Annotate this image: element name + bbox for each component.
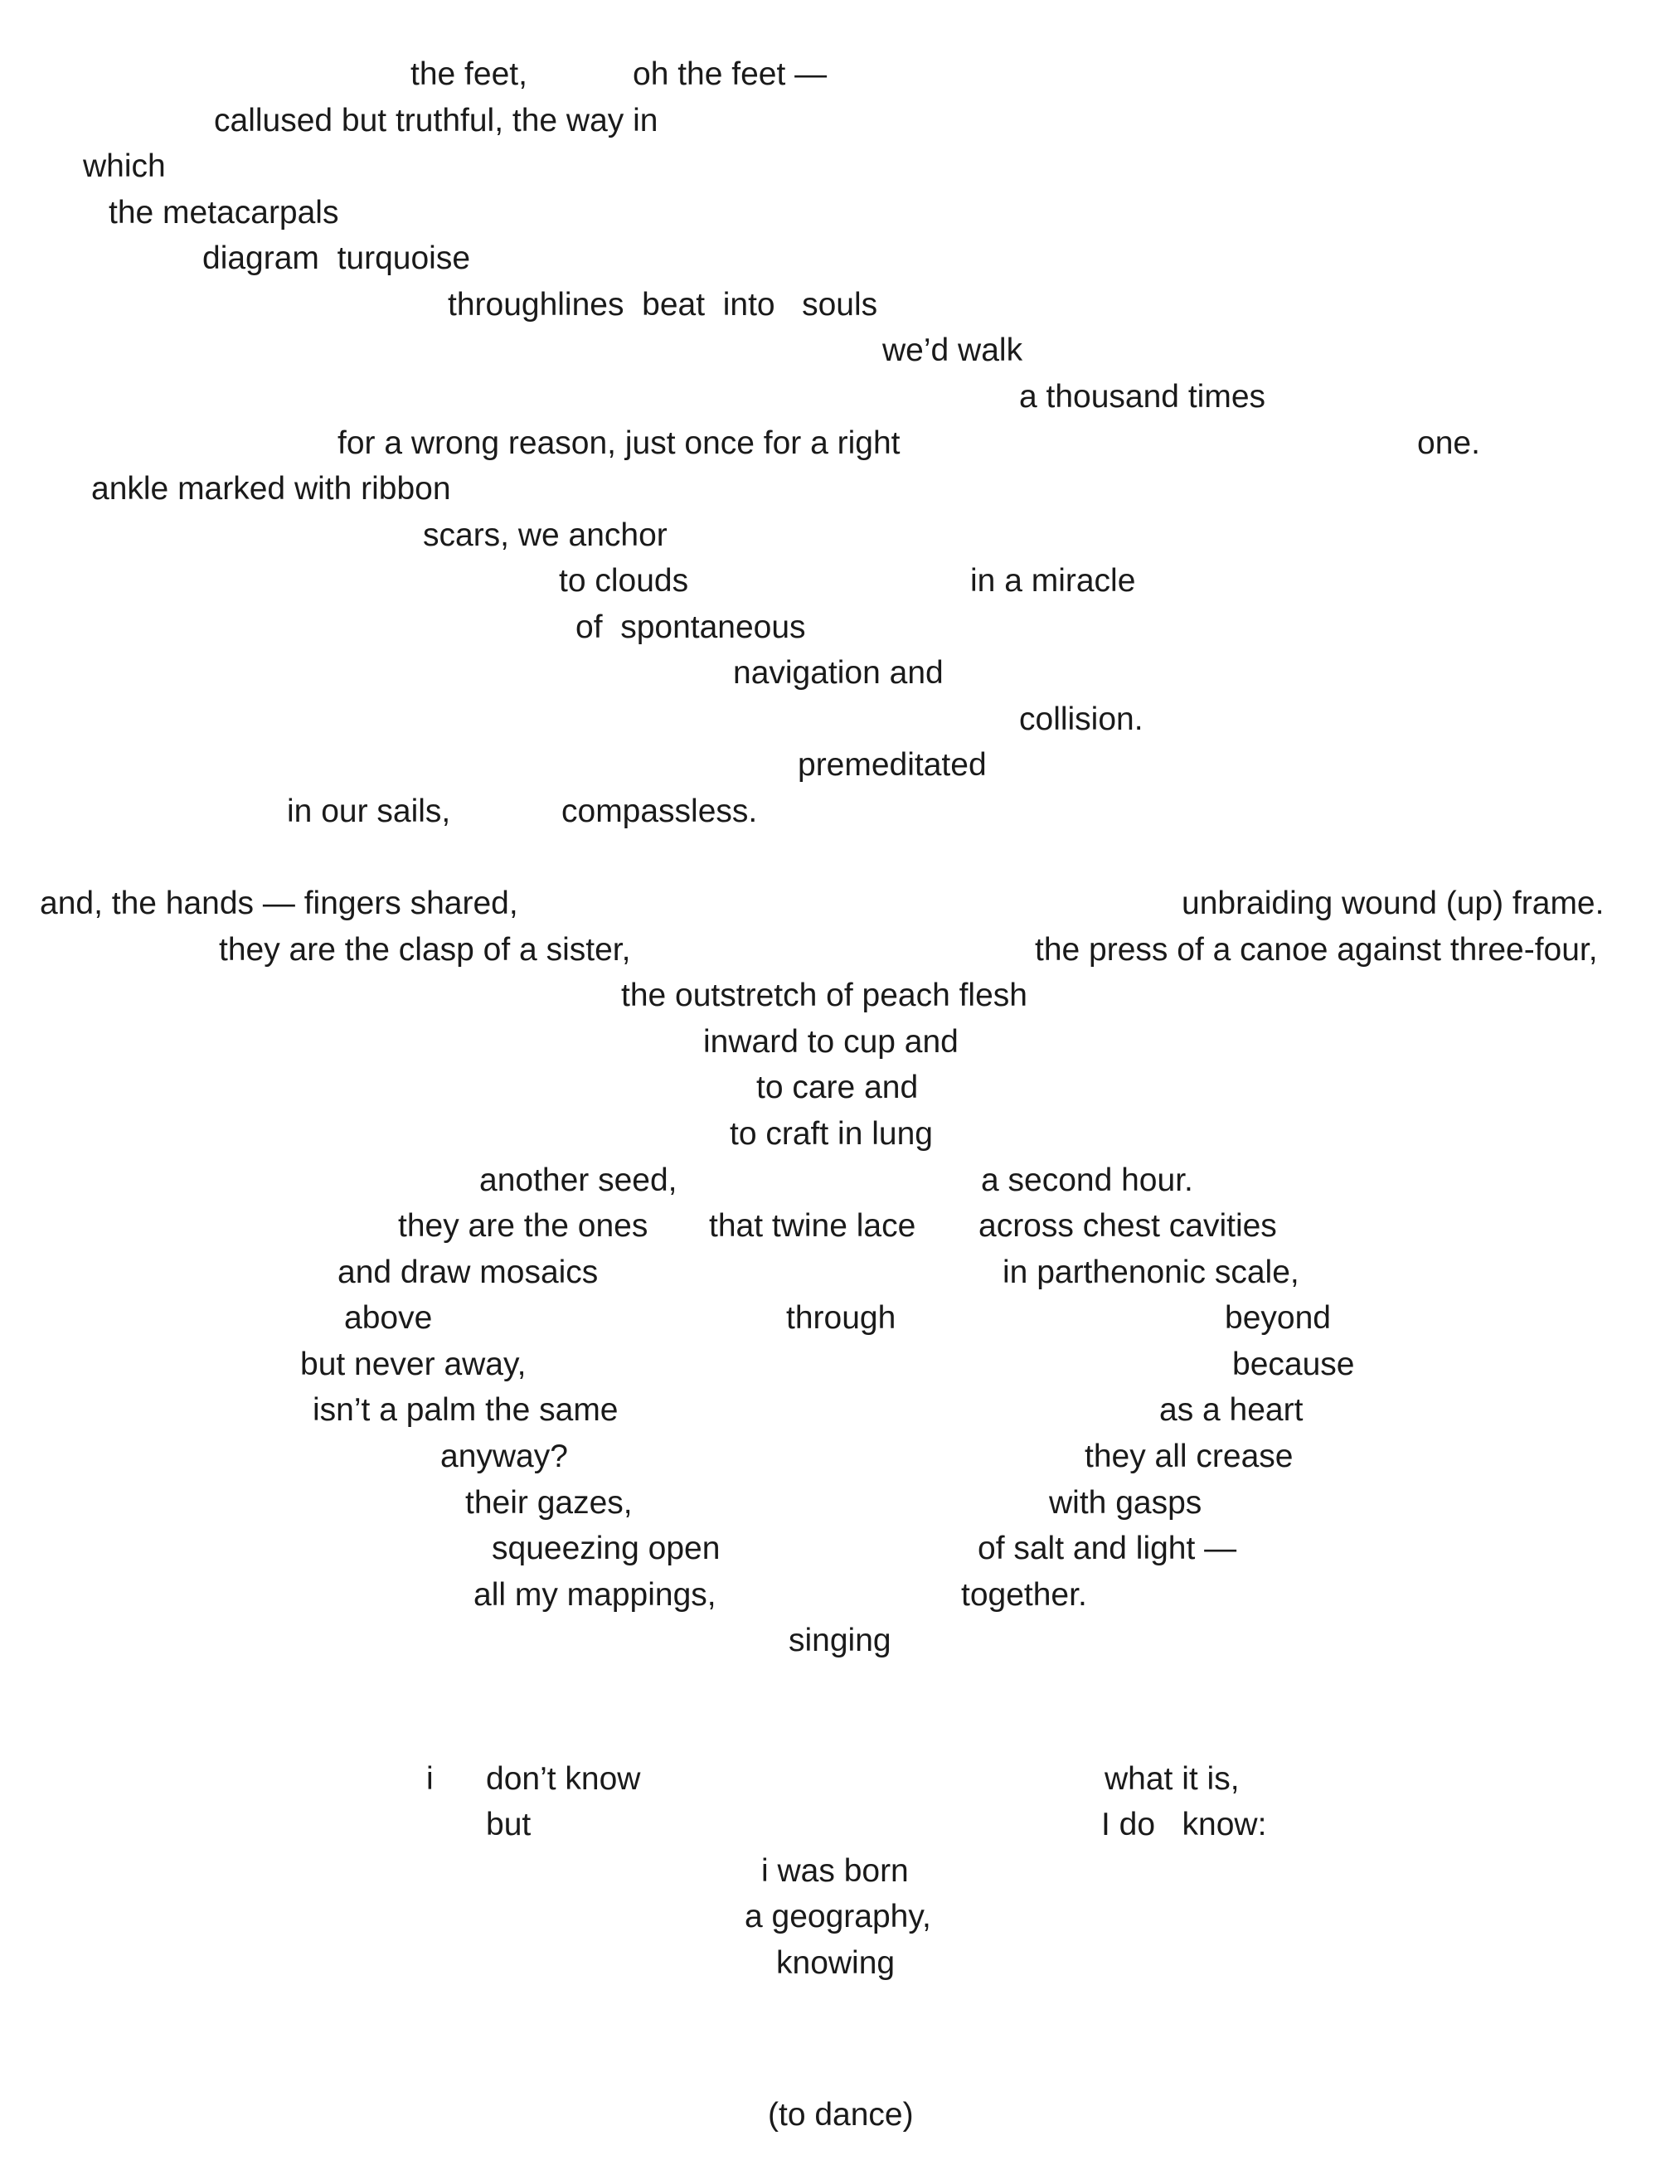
poem-line: unbraiding wound (up) frame. bbox=[1182, 886, 1605, 921]
poem-line: and draw mosaics bbox=[337, 1255, 599, 1290]
poem-line: what it is, bbox=[1105, 1761, 1240, 1797]
poem-line: as a heart bbox=[1159, 1392, 1304, 1428]
poem-line: the feet, bbox=[410, 56, 527, 92]
poem-line: a geography, bbox=[745, 1899, 931, 1934]
poem-line: ankle marked with ribbon bbox=[91, 471, 451, 507]
poem-line: i was born bbox=[761, 1853, 909, 1889]
poem-line: they all crease bbox=[1085, 1439, 1294, 1474]
poem-line: together. bbox=[961, 1577, 1087, 1613]
poem-line: one. bbox=[1417, 425, 1480, 461]
poem-line: across chest cavities bbox=[978, 1208, 1277, 1244]
poem-line: navigation and bbox=[733, 655, 944, 691]
poem-line: of spontaneous bbox=[575, 609, 806, 645]
poem-line: throughlines beat into souls bbox=[448, 287, 878, 323]
poem-line: in our sails, bbox=[287, 794, 451, 829]
poem-line: above bbox=[344, 1300, 433, 1336]
poem-line: but never away, bbox=[300, 1347, 527, 1382]
poem-line: the outstretch of peach flesh bbox=[621, 978, 1027, 1013]
poem-line: the metacarpals bbox=[109, 195, 339, 231]
poem-line: a thousand times bbox=[1019, 379, 1266, 415]
poem-line: in parthenonic scale, bbox=[1003, 1255, 1299, 1290]
poem-line: callused but truthful, the way in bbox=[214, 103, 658, 138]
poem-line: with gasps bbox=[1049, 1485, 1202, 1521]
poem-line: to craft in lung bbox=[730, 1116, 933, 1152]
poem-line: to clouds bbox=[559, 563, 689, 599]
poem-line: their gazes, bbox=[465, 1485, 633, 1521]
poem-line: collision. bbox=[1019, 701, 1143, 737]
poem-line: scars, we anchor bbox=[423, 517, 668, 553]
poem-line: knowing bbox=[776, 1945, 896, 1981]
poem-line: in a miracle bbox=[970, 563, 1136, 599]
poem-line: which bbox=[83, 148, 166, 184]
poem-line: premeditated bbox=[798, 747, 987, 783]
poem-line: isn’t a palm the same bbox=[313, 1392, 619, 1428]
poem-line: of salt and light — bbox=[978, 1531, 1237, 1566]
poem-line: I do know: bbox=[1101, 1807, 1267, 1842]
poem-line: oh the feet — bbox=[633, 56, 828, 92]
poem-line: beyond bbox=[1225, 1300, 1331, 1336]
poem-line: singing bbox=[789, 1623, 891, 1658]
poem-line: squeezing open bbox=[492, 1531, 721, 1566]
poem-line: but bbox=[486, 1807, 532, 1842]
poem-line: the press of a canoe against three-four, bbox=[1035, 932, 1598, 968]
poem-line: because bbox=[1232, 1347, 1355, 1382]
poem-line: all my mappings, bbox=[473, 1577, 716, 1613]
poem-line: inward to cup and bbox=[703, 1024, 959, 1060]
poem-line: another seed, bbox=[479, 1162, 677, 1198]
poem-line: diagram turquoise bbox=[202, 240, 471, 276]
closing-line: (to dance) bbox=[768, 2097, 914, 2133]
poem-line: don’t know bbox=[486, 1761, 641, 1797]
poem-line: anyway? bbox=[440, 1439, 568, 1474]
poem-line: that twine lace bbox=[709, 1208, 916, 1244]
poem-line: they are the ones bbox=[398, 1208, 648, 1244]
poem-line: they are the clasp of a sister, bbox=[219, 932, 631, 968]
poem-line: i bbox=[426, 1761, 434, 1797]
poem-line: a second hour. bbox=[981, 1162, 1193, 1198]
poem-line: to care and bbox=[756, 1070, 919, 1105]
poem-line: for a wrong reason, just once for a right bbox=[337, 425, 901, 461]
poem-line: and, the hands — fingers shared, bbox=[40, 886, 518, 921]
poem-line: compassless. bbox=[561, 794, 758, 829]
poem-line: we’d walk bbox=[882, 332, 1023, 368]
poem-line: through bbox=[786, 1300, 896, 1336]
